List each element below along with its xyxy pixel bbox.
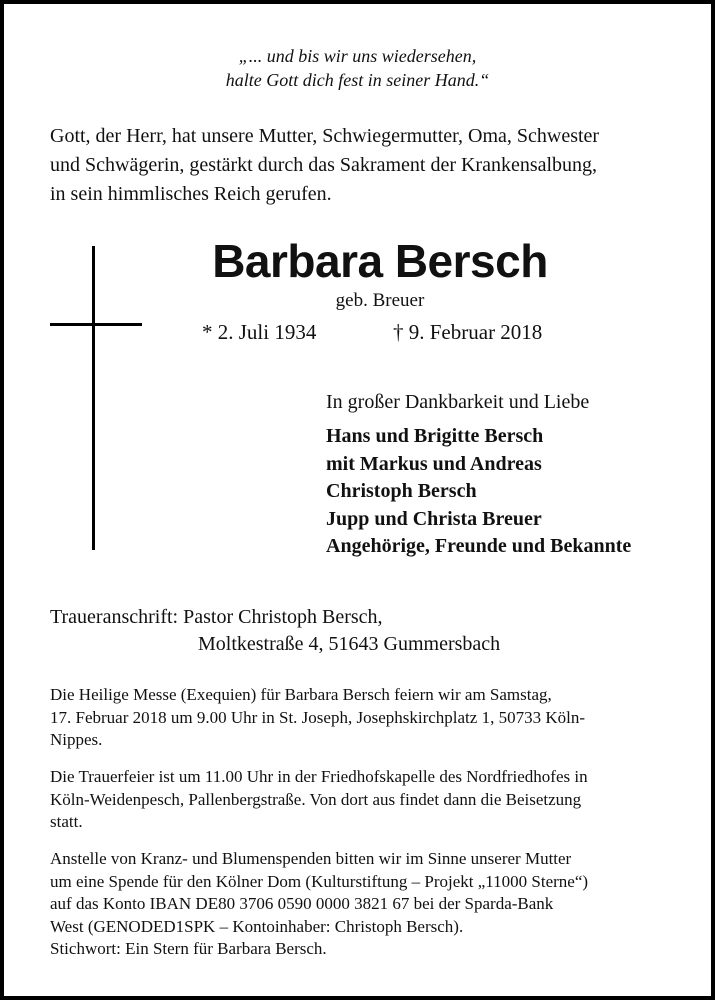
- quote-line: „... und bis wir uns wiedersehen,: [238, 46, 477, 66]
- paragraph-line: 17. Februar 2018 um 9.00 Uhr in St. Joseph, Josephskirchplatz 1, 50733 Köln-: [50, 707, 585, 727]
- mourner-line: mit Markus und Andreas: [326, 452, 542, 475]
- mourner-line: Christoph Bersch: [326, 480, 477, 502]
- paragraph-line: Die Heilige Messe (Exequien) für Barbara Bersch feiern wir am Samstag,: [50, 685, 552, 704]
- quote: [0, 44, 715, 92]
- mourner-line: Hans und Brigitte Bersch: [326, 425, 544, 447]
- deceased-name: Barbara Bersch: [212, 235, 548, 287]
- paragraph-line: um eine Spende für den Kölner Dom (Kulturstiftung – Projekt „11000 Sterne“): [50, 871, 589, 891]
- mourners-list: [326, 423, 631, 561]
- birth-name: geb. Breuer: [335, 290, 425, 311]
- paragraph-line: statt.: [50, 812, 83, 831]
- paragraph-line: Anstelle von Kranz- und Blumenspenden bitten wir im Sinne unserer Mutter: [50, 849, 572, 868]
- mass-paragraph: [50, 684, 666, 752]
- intro-line: in sein himmlisches Reich gerufen.: [50, 183, 332, 205]
- donation-paragraph: [50, 848, 666, 938]
- keyword-line: Stichwort: Ein Stern für Barbara Bersch.: [50, 939, 327, 958]
- mourners-intro: In großer Dankbarkeit und Liebe: [326, 391, 590, 413]
- paragraph-line: auf das Konto IBAN DE80 3706 0590 0000 3821 67 bei der Sparda-Bank: [50, 894, 554, 913]
- death-date: † 9. Februar 2018: [393, 320, 543, 344]
- paragraph-line: Nippes.: [50, 730, 103, 749]
- paragraph-line: West (GENODED1SPK – Kontoinhaber: Christoph Bersch).: [50, 916, 464, 936]
- funeral-paragraph: [50, 766, 666, 834]
- mourner-line: Jupp und Christa Breuer: [326, 507, 542, 530]
- intro-line: Gott, der Herr, hat unsere Mutter, Schwiegermutter, Oma, Schwester: [50, 125, 600, 147]
- paragraph-line: Die Trauerfeier ist um 11.00 Uhr in der Friedhofskapelle des Nordfriedhofes in: [50, 767, 588, 786]
- quote-line: halte Gott dich fest in seiner Hand.“: [225, 70, 490, 90]
- intro-text: [50, 122, 675, 209]
- intro-line: und Schwägerin, gestärkt durch das Sakrament der Krankensalbung,: [50, 154, 598, 176]
- mourner-line: Angehörige, Freunde und Bekannte: [326, 535, 632, 557]
- birth-date: * 2. Juli 1934: [202, 320, 317, 344]
- cross-icon-horizontal: [50, 323, 142, 326]
- mourning-address-line1: Traueranschrift: Pastor Christoph Bersch,: [50, 606, 383, 628]
- paragraph-line: Köln-Weidenpesch, Pallenbergstraße. Von dort aus findet dann die Beisetzung: [50, 789, 582, 809]
- mourning-address-line2: Moltkestraße 4, 51643 Gummersbach: [198, 633, 501, 655]
